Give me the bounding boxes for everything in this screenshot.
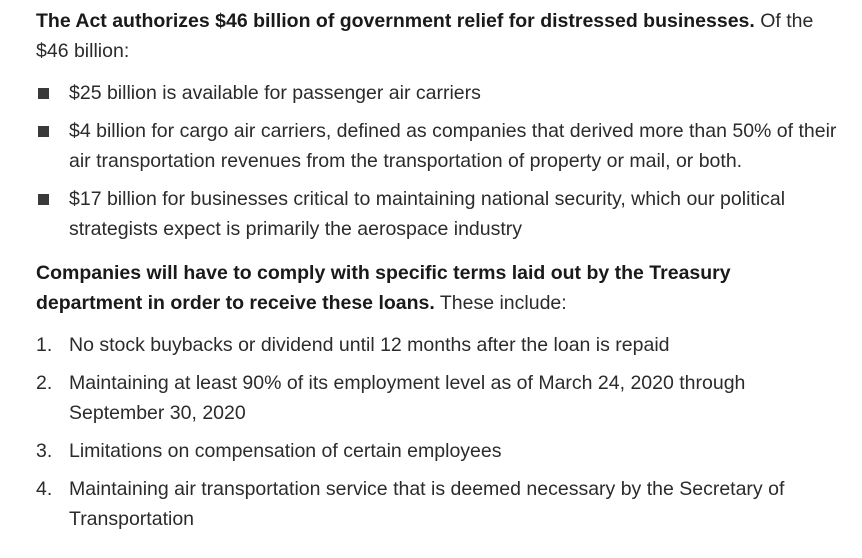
list-item — [36, 184, 842, 244]
intro-paragraph — [36, 6, 842, 66]
terms-paragraph — [36, 258, 842, 318]
square-bullet-icon — [38, 194, 49, 205]
intro-bold-text: The Act authorizes $46 billion of government relief for distressed businesses. — [36, 10, 755, 32]
funding-bullet-list — [36, 78, 842, 244]
list-item-text: Maintaining at least 90% of its employment level as of March 24, 2020 through September 30, 2020 — [69, 372, 746, 424]
list-item-text: Maintaining air transportation service that is deemed necessary by the Secretary of Transportation — [69, 478, 785, 530]
bullet-text: $4 billion for cargo air carriers, defined as companies that derived more than 50% of their air transportation revenues from the transportation of property or mail, or both. — [69, 120, 837, 172]
list-item — [36, 78, 842, 108]
list-item — [36, 436, 842, 466]
bullet-text: $17 billion for businesses critical to maintaining national security, which our political strategists expect is primarily the aerospace industry — [69, 188, 786, 240]
terms-bold-text: Companies will have to comply with specific terms laid out by the Treasury department in order to receive these loans. — [36, 262, 731, 314]
square-bullet-icon — [38, 126, 49, 137]
bullet-text: $25 billion is available for passenger air carriers — [69, 82, 481, 104]
terms-text: These include: — [434, 292, 567, 314]
list-number: 1. — [36, 334, 53, 356]
list-number: 3. — [36, 440, 53, 462]
list-number: 4. — [36, 478, 53, 500]
intro-text: Of the $46 billion: — [36, 10, 814, 62]
list-item-text: Limitations on compensation of certain employees — [69, 440, 502, 462]
terms-numbered-list — [36, 330, 842, 534]
list-item-text: No stock buybacks or dividend until 12 months after the loan is repaid — [69, 334, 670, 356]
list-item — [36, 368, 842, 428]
list-item — [36, 330, 842, 360]
list-item — [36, 116, 842, 176]
list-item — [36, 474, 842, 534]
square-bullet-icon — [38, 88, 49, 99]
list-number: 2. — [36, 372, 53, 394]
